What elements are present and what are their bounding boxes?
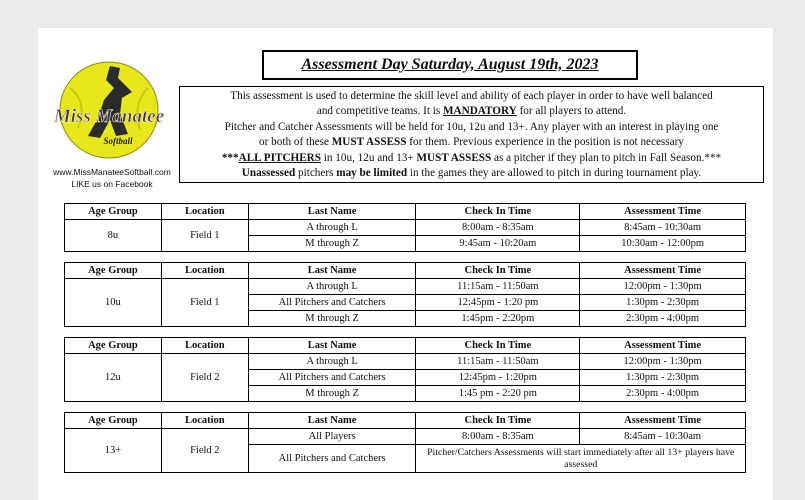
age-group: 12u [65,354,162,402]
location: Field 1 [161,220,248,252]
location: Field 2 [161,354,248,402]
header-row: Age Group Location Last Name Check In Time Assessment Time [65,263,746,279]
header-row: Age Group Location Last Name Check In Time Assessment Time [65,413,746,429]
header-row: Age Group Location Last Name Check In Time Assessment Time [65,204,746,220]
schedule-page [38,28,773,500]
table-row: M through Z 9:45am - 10:20am 10:30am - 12:00pm [65,236,746,252]
info-line-3: Pitcher and Catcher Assessments will be held for 10u, 12u and 13+. Any player with an interest in playing one [224,120,719,133]
header-row: Age Group Location Last Name Check In Time Assessment Time [65,338,746,354]
table-row: M through Z 1:45pm - 2:20pm 2:30pm - 4:00pm [65,311,746,327]
location: Field 1 [161,279,248,327]
svg-text:Miss Manatee: Miss Manatee [53,106,165,127]
info-line-1: This assessment is used to determine the skill level and ability of each player in order to have well balanced [230,90,713,102]
location: Field 2 [161,429,248,473]
age-group: 13+ [65,429,162,473]
schedule-table-12u [64,337,746,402]
schedule-table-8u [64,203,746,252]
age-group: 8u [65,220,162,252]
info-line-6: Unassessed pitchers may be limited in the games they are allowed to pitch in during tournament play. [241,167,702,180]
page-title: Assessment Day Saturday, August 19th, 2023 [262,50,638,80]
table-row: All Pitchers and Catchers 12:45pm - 1:20 pm 1:30pm - 2:30pm [65,295,746,311]
site-info [44,166,180,190]
website-link[interactable]: www.MissManateeSoftball.com [53,167,171,177]
miss-manatee-softball-logo [48,58,170,168]
age-group: 10u [65,279,162,327]
table-row: 8u Field 1 A through L 8:00am - 8:35am 8:45am - 10:30am [65,220,746,236]
table-row: 12u Field 2 A through L 11:15am - 11:50am 12:00pm - 1:30pm [65,354,746,370]
assessment-note: Pitcher/Catchers Assessments will start immediately after all 13+ players have assessed [416,445,746,473]
info-line-2: and competitive teams. It is MANDATORY for all players to attend. [316,105,627,118]
info-line-5: ***ALL PITCHERS in 10u, 12u and 13+ MUST ASSESS as a pitcher if they plan to pitch in Fall Season.*** [221,151,722,164]
facebook-text: LIKE us on Facebook [71,179,153,189]
table-row: 13+ Field 2 All Players 8:00am - 8:35am 8:45am - 10:30am [65,429,746,445]
svg-text:Softball: Softball [103,136,133,146]
table-row: 10u Field 1 A through L 11:15am - 11:50am 12:00pm - 1:30pm [65,279,746,295]
info-box [179,86,764,183]
schedule-table-10u [64,262,746,327]
info-line-4: or both of these MUST ASSESS for them. Previous experience in the position is not necessary [259,136,684,149]
table-row: M through Z 1:45 pm - 2:20 pm 2:30pm - 4:00pm [65,386,746,402]
table-row: All Pitchers and Catchers 12:45pm - 1:20pm 1:30pm - 2:30pm [65,370,746,386]
table-row: All Pitchers and Catchers Pitcher/Catchers Assessments will start immediately after all 13+ players have assessed [65,445,746,473]
schedule-table-13plus [64,412,746,473]
